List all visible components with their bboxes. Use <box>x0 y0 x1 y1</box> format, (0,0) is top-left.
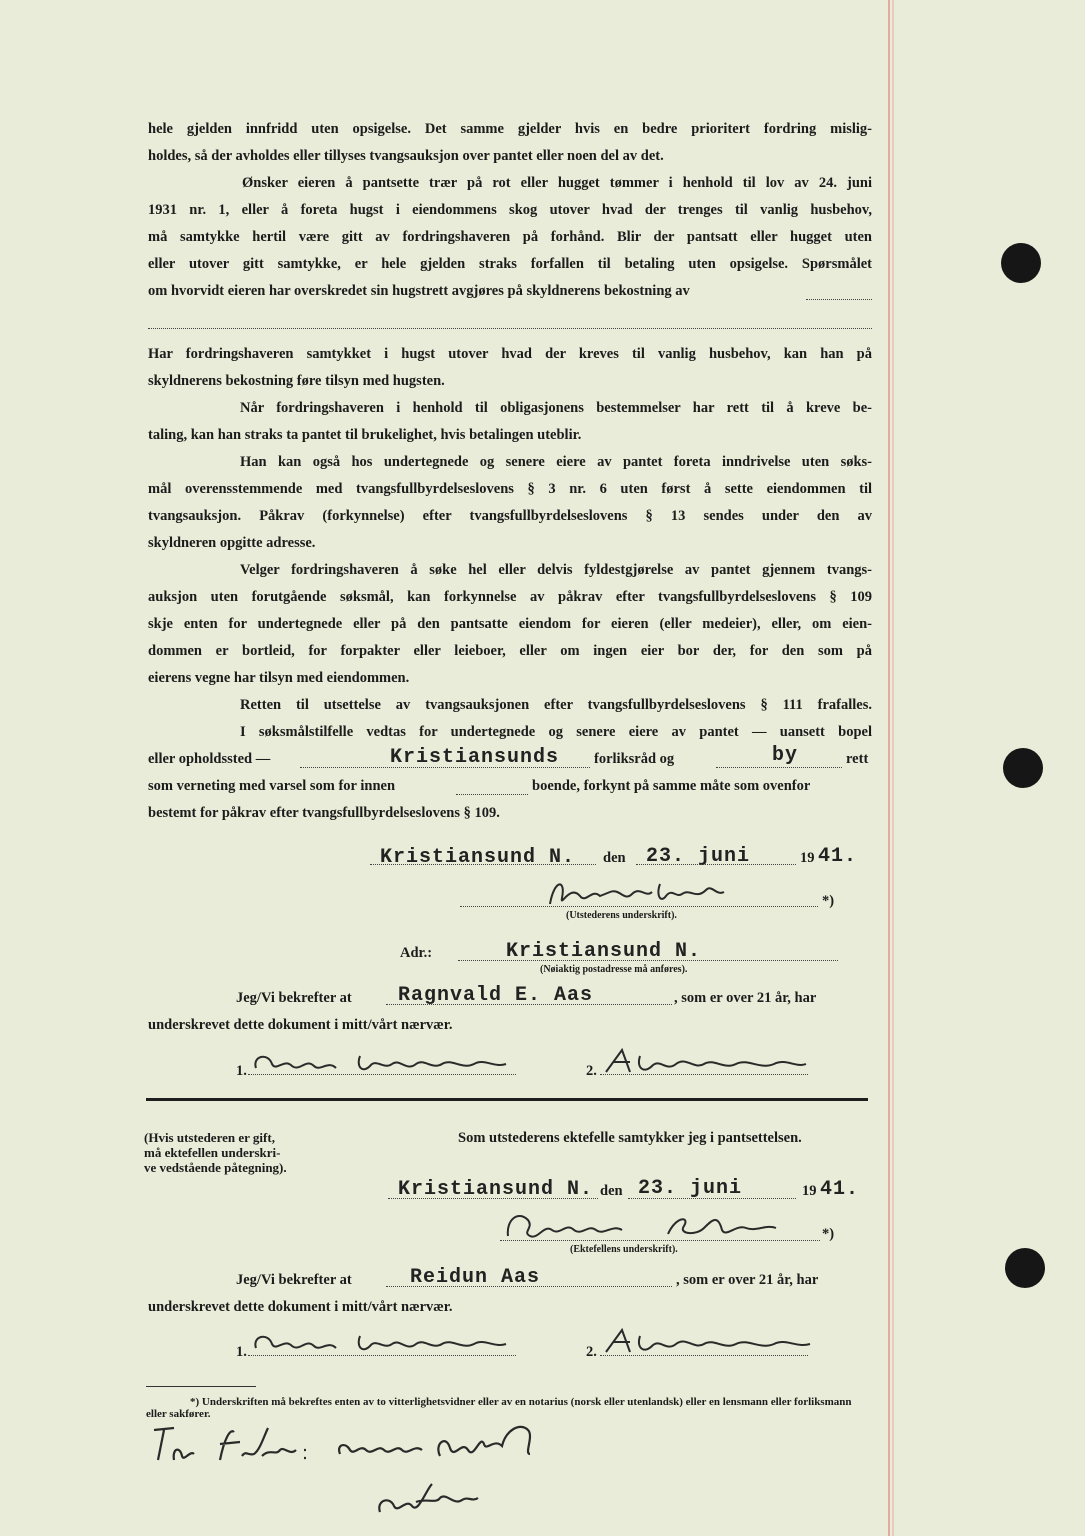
punch-hole-bottom <box>1005 1248 1045 1288</box>
confirm1-name: Ragnvald E. Aas <box>398 984 594 1007</box>
venue-court-blank <box>716 767 842 768</box>
body-line: I søksmålstilfelle vedtas for undertegnede og senere eiere av pantet — uansett bopel <box>240 724 872 740</box>
confirm1-blank <box>386 1004 672 1005</box>
sig2-place: Kristiansund N. <box>398 1178 594 1201</box>
confirm2-blank <box>386 1286 672 1287</box>
body-line: eller utover gitt samtykke, er hele gjelden straks forfallen til betaling uten opsigelse. Spørsmålet <box>148 256 872 272</box>
spouse-note-text: (Hvis utstederen er gift, må ektefellen underskri- ve vedstående påtegning). <box>144 1130 287 1175</box>
venue-line2b: boende, forkynt på samme måte som ovenfor <box>532 778 811 794</box>
body-line: Når fordringshaveren i henhold til obligasjonens bestemmelser har rett til å kreve be- <box>240 400 872 416</box>
dotted-blank <box>148 328 872 329</box>
punch-hole-middle <box>1003 748 1043 788</box>
issuer-signature-blank <box>460 906 818 907</box>
sig1-year-suffix: 41. <box>818 845 858 868</box>
adr-blank <box>458 960 838 961</box>
body-line: 1931 nr. 1, eller å foreta hugst i eiendommens skog utover hvad der trenges til vanlig husbehov, <box>148 202 872 218</box>
confirm2-prefix: Jeg/Vi bekrefter at <box>236 1272 352 1288</box>
body-line: Velger fordringshaveren å søke hel eller delvis fyldestgjørelse av pantet gjennem tvangs- <box>240 562 872 578</box>
sig1-place: Kristiansund N. <box>380 846 576 869</box>
venue-line2a: som verneting med varsel som for innen <box>148 778 396 794</box>
venue-suffix: rett <box>846 751 869 767</box>
punch-hole-top <box>1001 243 1041 283</box>
witness3-number: 1. <box>236 1344 247 1360</box>
margin-line-inner <box>892 0 894 1536</box>
venue-mid: forliksråd og <box>594 751 675 767</box>
spouse-consent: Som utstederens ektefelle samtykker jeg i pantsettelsen. <box>458 1130 802 1146</box>
sig2-year-suffix: 41. <box>820 1178 860 1201</box>
margin-line <box>888 0 890 1536</box>
adr-label: Adr.: <box>400 945 433 961</box>
venue-prefix: eller opholdssted — <box>148 751 271 767</box>
sig2-den: den <box>600 1183 623 1199</box>
sig1-date-blank <box>636 864 796 865</box>
sig2-year-prefix: 19 <box>802 1183 817 1199</box>
body-line: Han kan også hos undertegnede og senere eiere av pantet foreta inndrivelse uten søks- <box>240 454 872 470</box>
body-line: tvangsauksjon. Påkrav (forkynnelse) efter tvangsfullbyrdelseslovens § 13 sendes under den av <box>148 508 872 524</box>
confirm1-suffix: , som er over 21 år, har <box>674 990 817 1006</box>
witness1-number: 1. <box>236 1063 247 1079</box>
sig2-asterisk: *) <box>822 1226 835 1242</box>
body-line: skje enten for undertegnede eller på den pantsatte eiendom for eieren (eller medeier), eller, om eien- <box>148 616 872 632</box>
footnote: *) Underskriften må bekreftes enten av to vitterlighetsvidner eller av en notarius (norsk eller utenlandsk) eller en lensmann eller forliksmann eller sakfører. <box>146 1396 852 1420</box>
body-line: om hvorvidt eieren har overskredet sin hugstrett avgjøres på skyldnerens bekostning av <box>148 283 690 299</box>
body-line: Har fordringshaveren samtykket i hugst utover hvad der kreves til vanlig husbehov, kan han på <box>148 346 872 362</box>
sig1-den: den <box>603 850 626 866</box>
confirm2-name: Reidun Aas <box>410 1266 541 1289</box>
sig2-caption: (Ektefellens underskrift). <box>570 1244 678 1255</box>
body-line: må samtykke hertil være gitt av fordringshaveren på forhånd. Blir der pantsatt eller hugget uten <box>148 229 872 245</box>
body-line: holdes, så der avholdes eller tillyses tvangsauksjon over pantet eller noen del av det. <box>148 148 664 164</box>
sig1-asterisk: *) <box>822 893 835 909</box>
sig2-date-blank <box>628 1198 796 1199</box>
venue-place: Kristiansunds <box>390 746 560 769</box>
spouse-note <box>144 1130 287 1175</box>
sig1-year-prefix: 19 <box>800 850 815 866</box>
body-line: skyldneren opgitte adresse. <box>148 535 316 551</box>
adr-caption: (Nøiaktig postadresse må anføres). <box>540 964 688 975</box>
body-line: hele gjelden innfridd uten opsigelse. Det samme gjelder hvis en bedre prioritert fordring mislig- <box>148 121 872 137</box>
body-line: taling, kan han straks ta pantet til brukelighet, hvis betalingen uteblir. <box>148 427 582 443</box>
dotted-blank <box>806 299 872 300</box>
witness2-number: 2. <box>586 1063 597 1079</box>
body-line: Retten til utsettelse av tvangsauksjonen efter tvangsfullbyrdelseslovens § 111 frafalles. <box>240 697 872 713</box>
handwritten-annotation <box>150 1420 570 1530</box>
section-divider <box>146 1098 868 1101</box>
confirm2-suffix: , som er over 21 år, har <box>676 1272 819 1288</box>
witness4-number: 2. <box>586 1344 597 1360</box>
body-line: Ønsker eieren å pantsette trær på rot eller hugget tømmer i henhold til lov av 24. juni <box>242 175 872 191</box>
adr-value: Kristiansund N. <box>506 940 702 963</box>
witness4-blank <box>600 1355 808 1356</box>
body-line: auksjon uten forutgående søksmål, kan forkynnelse av påkrav efter tvangsfullbyrdelseslovens § 109 <box>148 589 872 605</box>
sig1-caption: (Utstederens underskrift). <box>566 910 677 921</box>
body-line: mål overensstemmende med tvangsfullbyrdelseslovens § 3 nr. 6 uten først å sette eiendommen til <box>148 481 872 497</box>
venue-court: by <box>772 744 799 767</box>
confirm1-line2: underskrevet dette dokument i mitt/vårt nærvær. <box>148 1017 453 1033</box>
witness3-blank <box>248 1355 516 1356</box>
witness1-blank <box>248 1074 516 1075</box>
body-line: eierens vegne har tilsyn med eiendommen. <box>148 670 410 686</box>
sig2-date: 23. juni <box>638 1177 743 1200</box>
footnote-rule <box>146 1386 256 1387</box>
venue-blank2 <box>456 794 528 795</box>
sig1-place-blank <box>370 864 596 865</box>
confirm1-prefix: Jeg/Vi bekrefter at <box>236 990 352 1006</box>
body-line: dommen er bortleid, for forpakter eller leieboer, eller om ingen eier bor der, for den som på <box>148 643 872 659</box>
body-line: skyldnerens bekostning føre tilsyn med hugsten. <box>148 373 445 389</box>
venue-line3: bestemt for påkrav efter tvangsfullbyrdelseslovens § 109. <box>148 805 500 821</box>
witness2-blank <box>600 1074 808 1075</box>
spouse-signature-blank <box>500 1240 820 1241</box>
confirm2-line2: underskrevet dette dokument i mitt/vårt nærvær. <box>148 1299 453 1315</box>
sig1-date: 23. juni <box>646 845 751 868</box>
sig2-place-blank <box>388 1198 598 1199</box>
